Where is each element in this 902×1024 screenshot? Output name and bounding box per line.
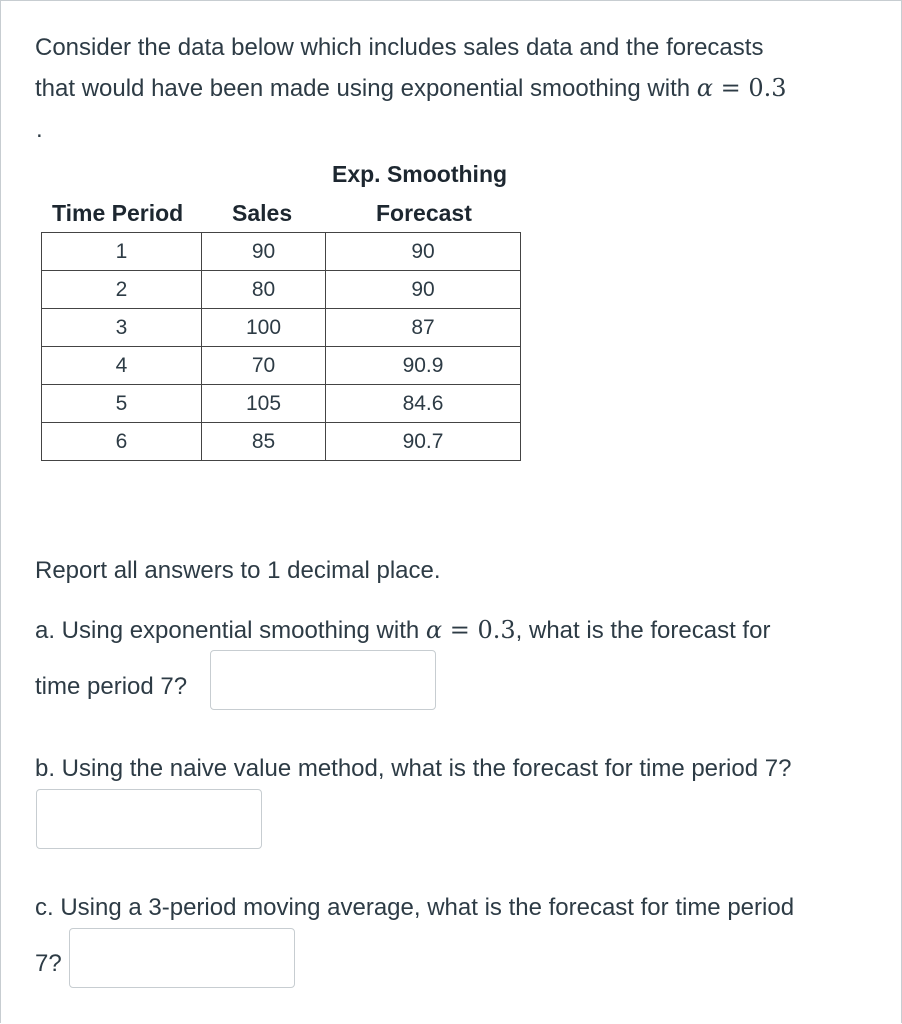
header-forecast-line-1: Exp. Smoothing	[332, 161, 508, 187]
question-a-prefix: a. Using exponential smoothing with	[35, 617, 426, 644]
question-intro	[35, 28, 885, 109]
cell-period: 6	[42, 423, 202, 461]
cell-forecast: 90	[326, 271, 521, 309]
question-a-line-2: time period 7?	[35, 673, 188, 700]
cell-period: 5	[42, 385, 202, 423]
question-a-line-1	[35, 616, 770, 645]
alpha-expression	[697, 74, 787, 102]
table-row	[42, 309, 521, 347]
cell-sales: 100	[202, 309, 326, 347]
cell-period: 2	[42, 271, 202, 309]
table-row	[42, 385, 521, 423]
answer-a-input[interactable]	[210, 650, 436, 710]
cell-period: 3	[42, 309, 202, 347]
table-row	[42, 233, 521, 271]
cell-period: 1	[42, 233, 202, 271]
question-a-suffix: , what is the forecast for	[515, 617, 771, 644]
table-row	[42, 347, 521, 385]
alpha-symbol: α	[696, 74, 713, 102]
question-a-alpha-symbol: α	[425, 616, 443, 644]
cell-forecast: 90.9	[326, 347, 521, 385]
answer-c-input[interactable]	[69, 928, 295, 988]
intro-line-1: Consider the data below which includes sales data and the forecasts	[35, 34, 764, 61]
intro-line-2	[35, 68, 885, 109]
answer-b-input[interactable]	[36, 789, 262, 849]
question-b-text: b. Using the naive value method, what is the forecast for time period 7?	[35, 755, 792, 782]
stray-period: .	[36, 116, 43, 143]
cell-forecast: 90.7	[326, 423, 521, 461]
table-row	[42, 423, 521, 461]
header-forecast-line-2: Forecast	[376, 200, 472, 226]
question-a-alpha-value: = 0.3	[442, 616, 516, 644]
table-row	[42, 271, 521, 309]
question-c-line-2: 7?	[35, 950, 62, 977]
cell-sales: 80	[202, 271, 326, 309]
cell-sales: 70	[202, 347, 326, 385]
header-sales: Sales	[232, 200, 293, 226]
cell-sales: 85	[202, 423, 326, 461]
cell-period: 4	[42, 347, 202, 385]
instructions-text: Report all answers to 1 decimal place.	[35, 557, 441, 584]
question-c-line-1: c. Using a 3-period moving average, what is the forecast for time period	[35, 894, 795, 921]
cell-forecast: 84.6	[326, 385, 521, 423]
cell-sales: 90	[202, 233, 326, 271]
alpha-value: = 0.3	[713, 74, 787, 102]
intro-line-2-text: that would have been made using exponential smoothing with	[35, 75, 697, 102]
header-time-period: Time Period	[52, 200, 184, 226]
cell-forecast: 87	[326, 309, 521, 347]
sales-forecast-table	[41, 232, 521, 461]
question-a-alpha-expression	[426, 616, 516, 644]
cell-sales: 105	[202, 385, 326, 423]
cell-forecast: 90	[326, 233, 521, 271]
